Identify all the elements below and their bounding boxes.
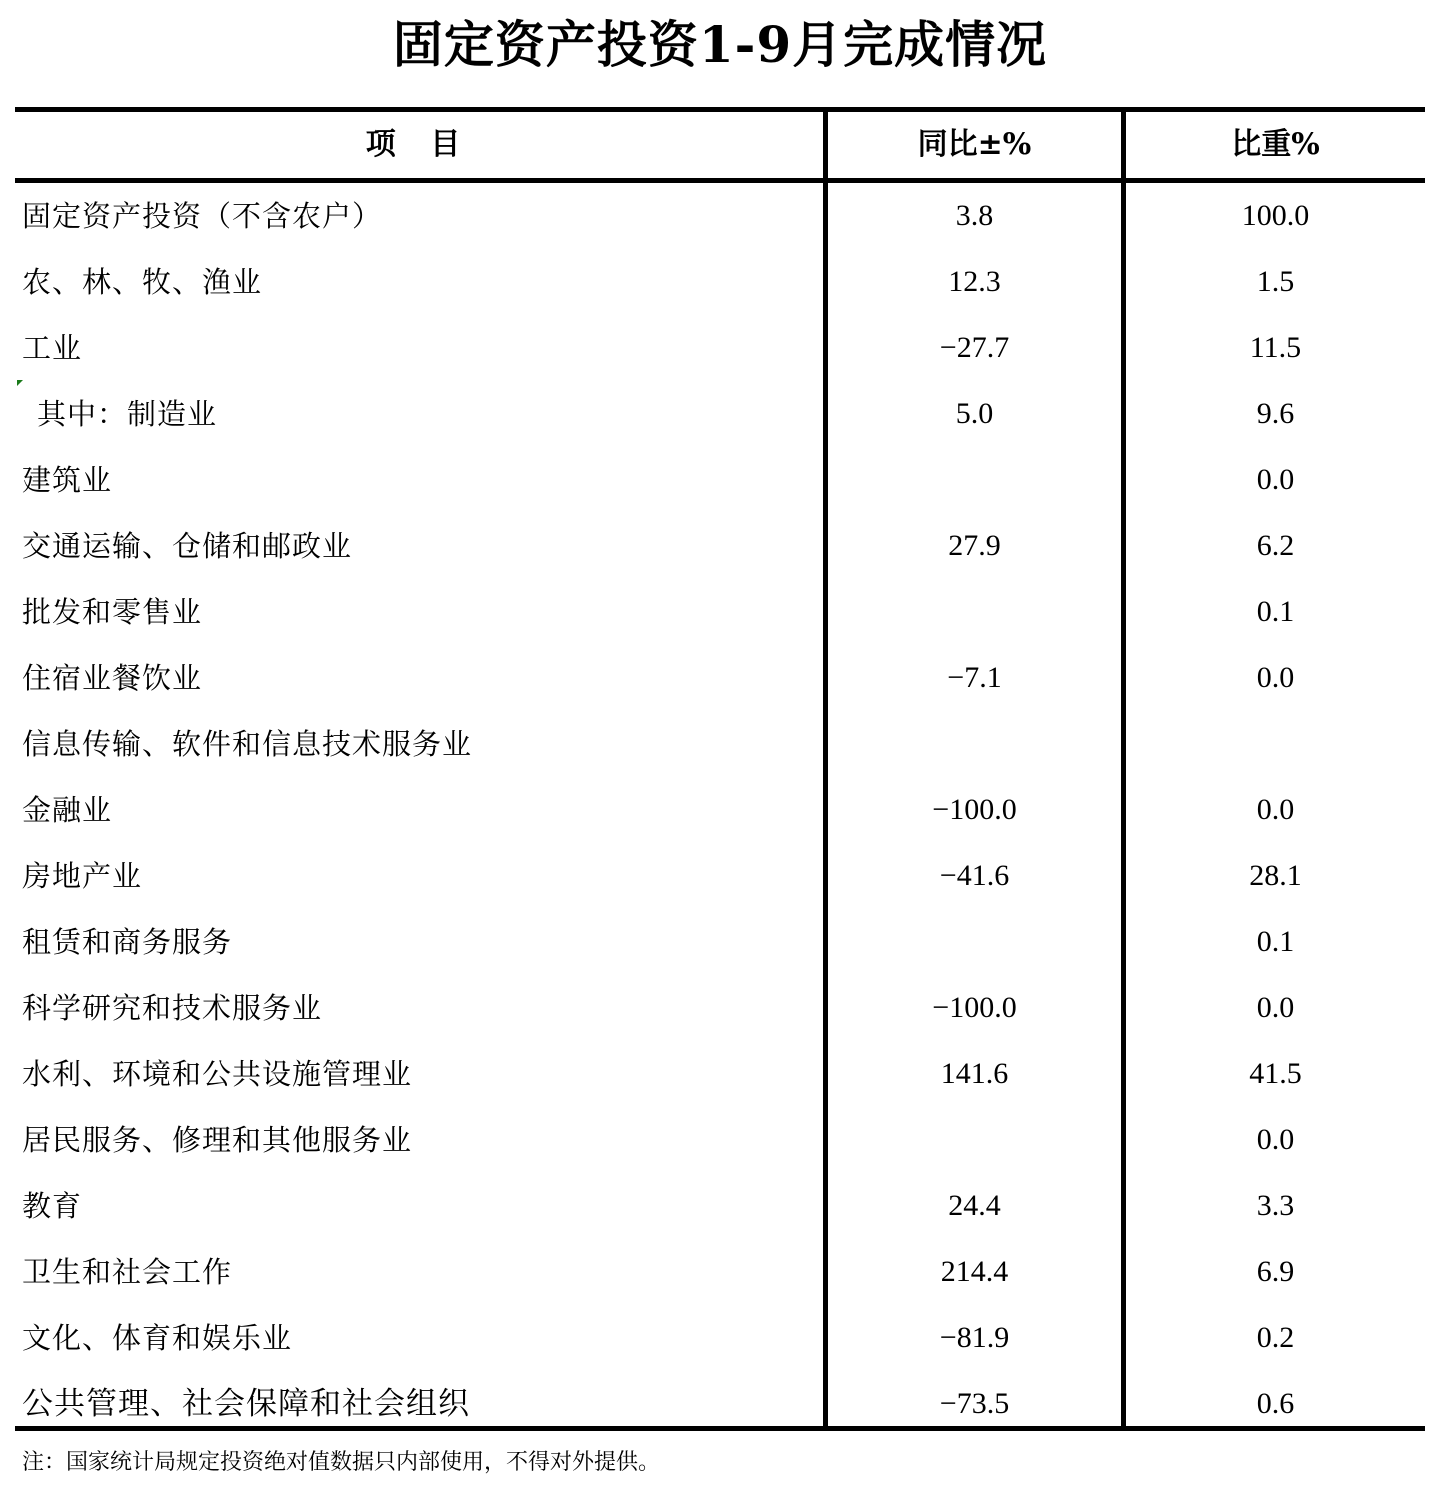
row-yoy [828, 447, 1121, 513]
row-yoy: −73.5 [939, 1387, 1010, 1420]
investment-table [15, 107, 1425, 1431]
row-item: 卫生和社会工作 [22, 1255, 233, 1289]
row-item: 公共管理、社会保障和社会组织 [22, 1386, 470, 1422]
table-row [15, 975, 1425, 1041]
row-yoy: 24.4 [948, 1189, 1001, 1222]
header-share: 比重% [1231, 127, 1320, 162]
row-share: 0.2 [1256, 1321, 1295, 1354]
row-share: 9.6 [1256, 397, 1295, 430]
page-title: 固定资产投资1-9月完成情况 [392, 15, 1048, 74]
table-row [15, 645, 1425, 711]
row-yoy: 12.3 [948, 265, 1001, 298]
row-yoy: −81.9 [939, 1321, 1010, 1354]
footnote: 注：国家统计局规定投资绝对值数据只内部使用，不得对外提供。 [22, 1450, 661, 1475]
table-row [15, 249, 1425, 315]
table-row [15, 447, 1425, 513]
row-share: 28.1 [1249, 859, 1302, 892]
table-row [15, 1107, 1425, 1173]
table-row [15, 579, 1425, 645]
row-item: 水利、环境和公共设施管理业 [22, 1057, 413, 1091]
row-share: 0.0 [1256, 991, 1295, 1024]
table-row [15, 1173, 1425, 1239]
table-row [15, 1371, 1425, 1437]
row-share: 6.9 [1256, 1255, 1295, 1288]
row-share: 0.6 [1256, 1387, 1295, 1420]
row-yoy: 214.4 [940, 1255, 1009, 1288]
table-body [15, 183, 1425, 1437]
row-yoy: 141.6 [940, 1057, 1009, 1090]
row-share: 100.0 [1241, 199, 1310, 232]
row-yoy [828, 909, 1121, 975]
row-item: 住宿业餐饮业 [22, 661, 203, 695]
row-item: 居民服务、修理和其他服务业 [22, 1123, 413, 1157]
row-item: 固定资产投资（不含农户） [22, 199, 383, 233]
row-yoy: −7.1 [947, 661, 1002, 694]
table-row [15, 315, 1425, 381]
table-row [15, 843, 1425, 909]
table-row [15, 1239, 1425, 1305]
row-item: 金融业 [22, 793, 113, 827]
header-yoy: 同比±% [917, 127, 1032, 162]
row-item: 租赁和商务服务 [22, 925, 233, 959]
table-row [15, 777, 1425, 843]
row-share: 0.0 [1256, 661, 1295, 694]
table-row [15, 711, 1425, 777]
table-row [15, 183, 1425, 249]
row-share: 0.0 [1256, 463, 1295, 496]
row-item: 房地产业 [22, 859, 143, 893]
row-item: 批发和零售业 [22, 595, 203, 629]
table-row [15, 1305, 1425, 1371]
row-share: 0.0 [1256, 793, 1295, 826]
row-item: 工业 [22, 331, 83, 365]
row-yoy [828, 579, 1121, 645]
row-item: 其中：制造业 [37, 397, 218, 431]
row-item: 信息传输、软件和信息技术服务业 [22, 727, 473, 761]
row-yoy: 5.0 [955, 397, 994, 430]
row-share: 41.5 [1249, 1057, 1302, 1090]
row-yoy: −100.0 [932, 991, 1017, 1024]
row-share: 6.2 [1256, 529, 1295, 562]
row-share: 3.3 [1256, 1189, 1295, 1222]
header-item: 项 目 [365, 127, 473, 162]
row-item: 文化、体育和娱乐业 [22, 1321, 293, 1355]
row-item: 科学研究和技术服务业 [22, 991, 323, 1025]
row-item: 建筑业 [22, 463, 113, 497]
row-yoy: −41.6 [939, 859, 1010, 892]
table-row [15, 909, 1425, 975]
table-row [15, 1041, 1425, 1107]
row-share: 11.5 [1249, 331, 1302, 364]
table-header [15, 112, 1425, 183]
table-row [15, 381, 1425, 447]
row-share: 0.0 [1256, 1123, 1295, 1156]
table-row [15, 513, 1425, 579]
row-item: 教育 [22, 1189, 83, 1223]
row-item: 农、林、牧、渔业 [22, 265, 263, 299]
row-share: 0.1 [1256, 595, 1295, 628]
row-yoy: 3.8 [955, 199, 994, 232]
row-yoy: −27.7 [939, 331, 1010, 364]
row-yoy: −100.0 [932, 793, 1017, 826]
row-item: 交通运输、仓储和邮政业 [22, 529, 353, 563]
row-yoy: 27.9 [948, 529, 1001, 562]
row-yoy [828, 711, 1121, 777]
row-share: 0.1 [1256, 925, 1295, 958]
row-share: 1.5 [1256, 265, 1295, 298]
row-yoy [828, 1107, 1121, 1173]
row-share [1126, 711, 1425, 777]
